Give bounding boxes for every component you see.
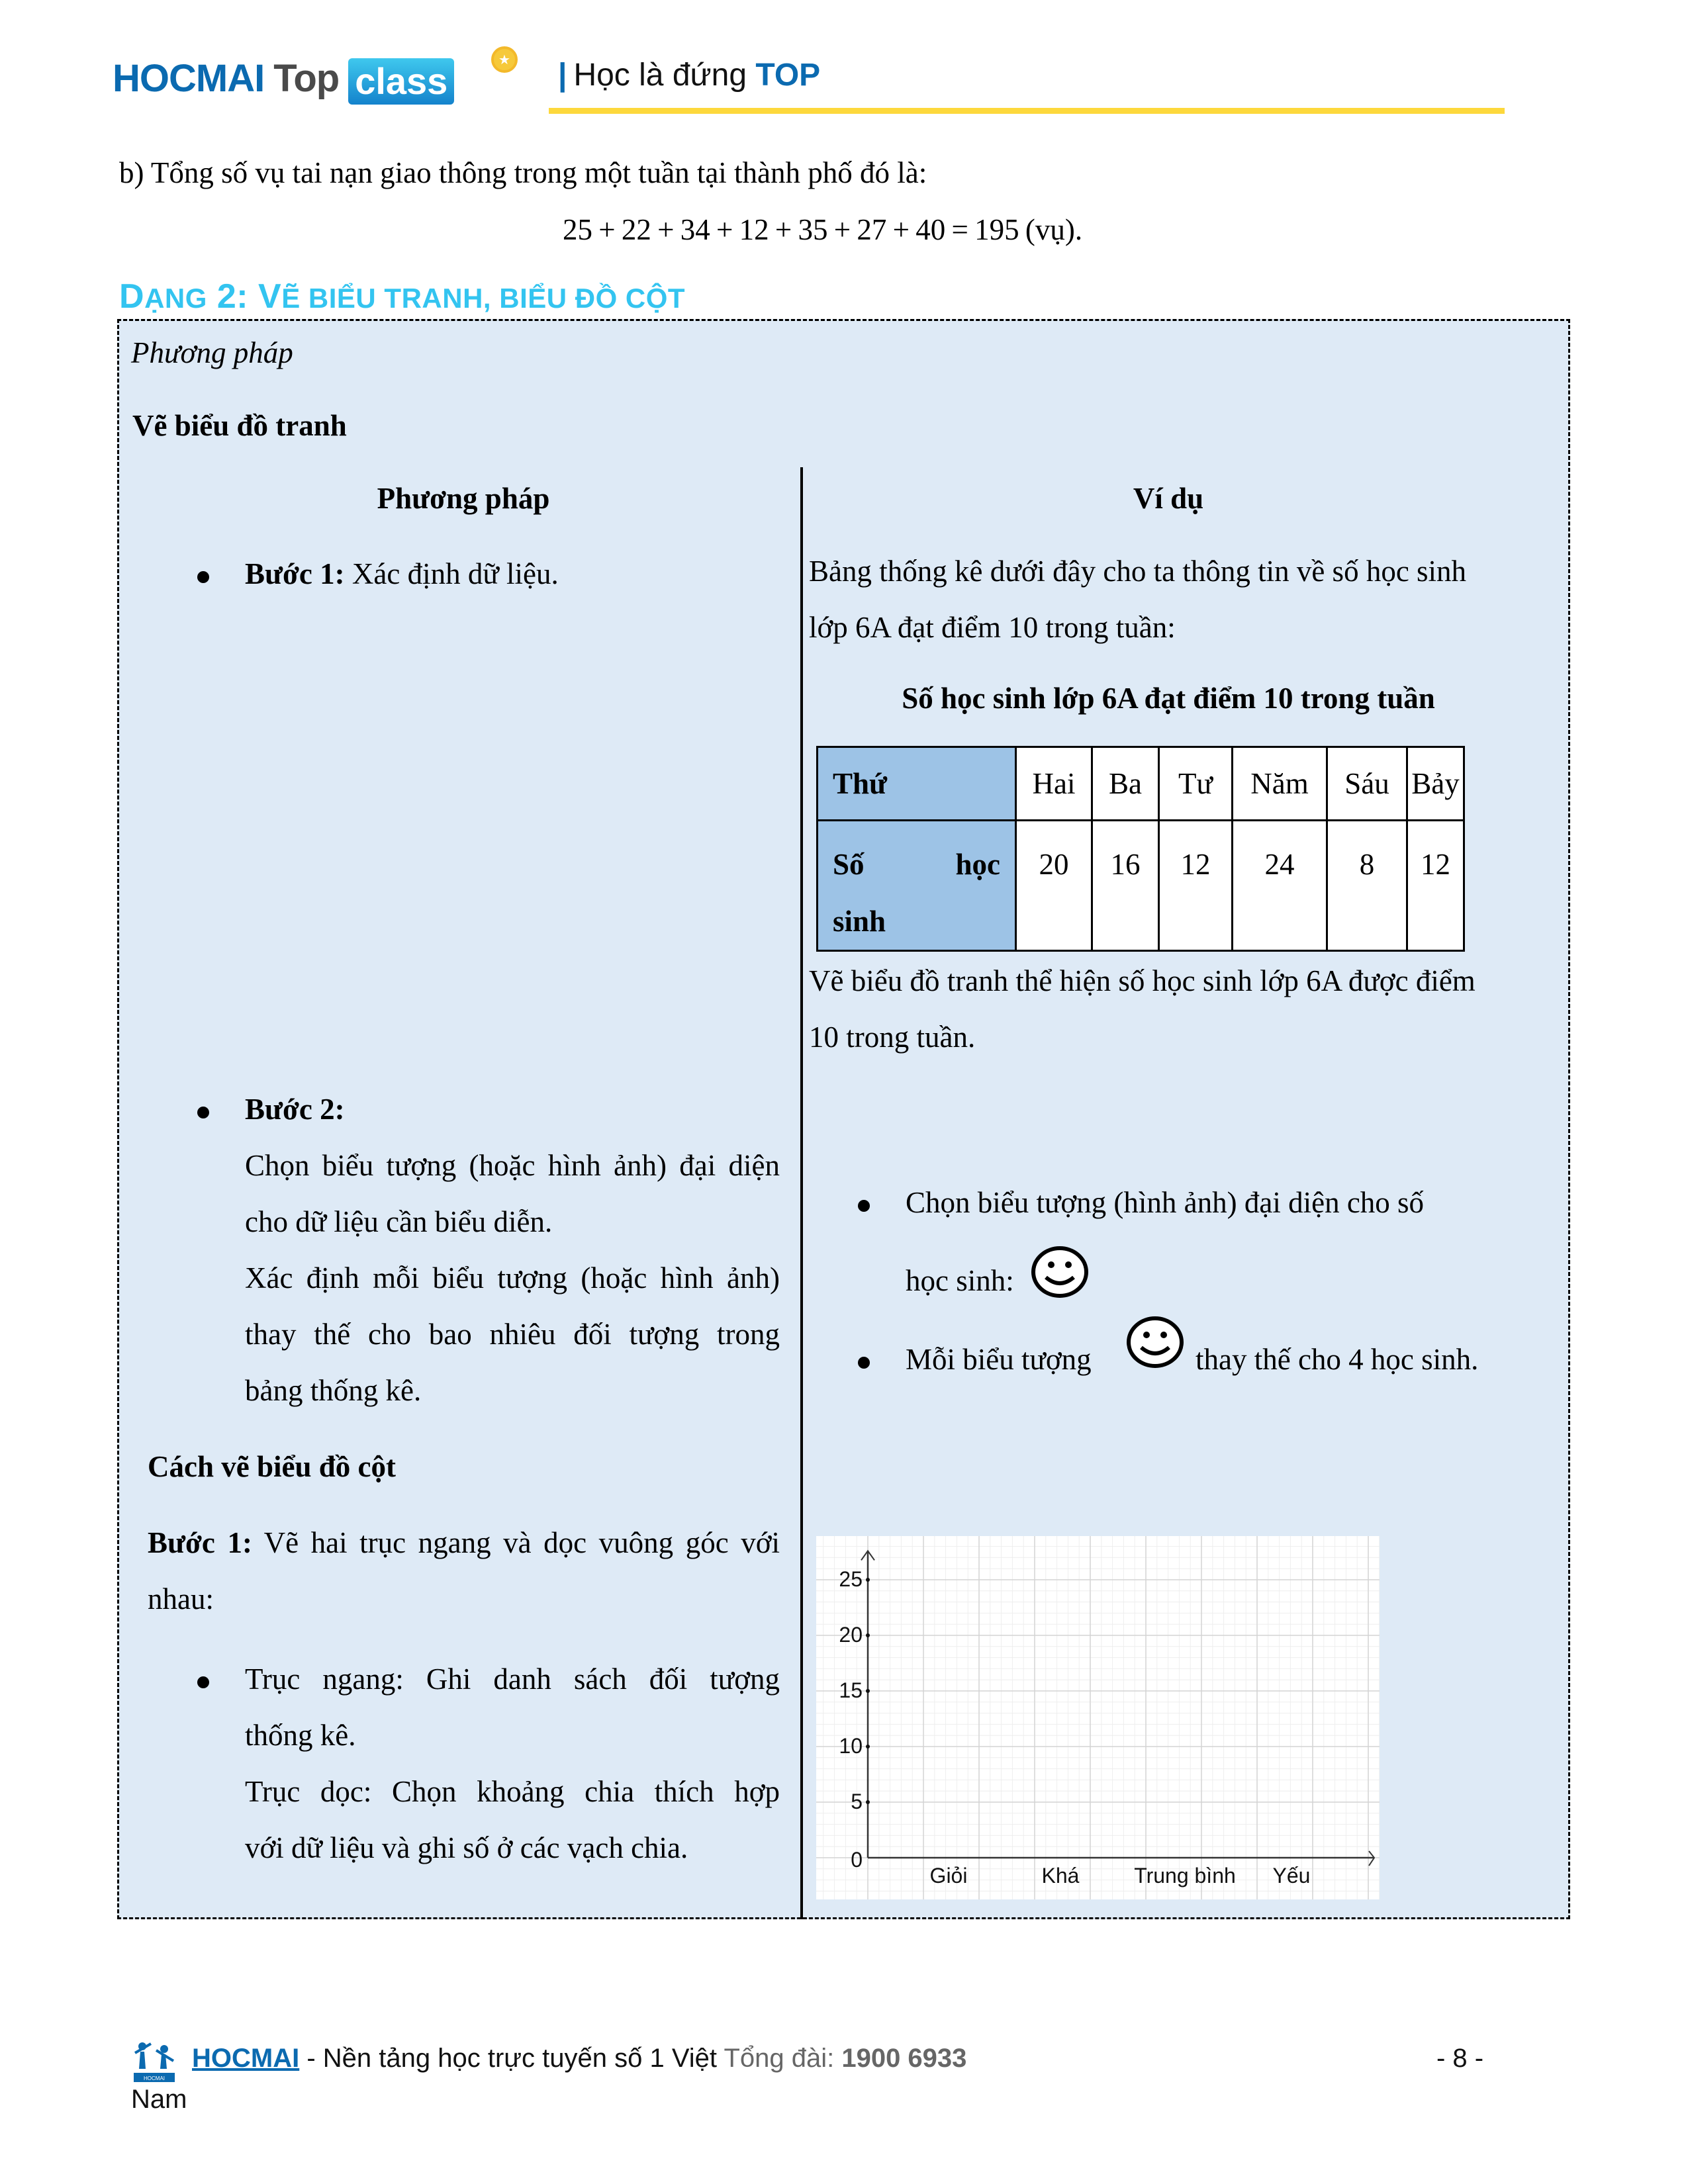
- bar-step1-text: Vẽ hai trục ngang và dọc vuông góc với: [252, 1526, 780, 1559]
- axis-line: với dữ liệu và ghi số ở các vạch chia.: [245, 1831, 688, 1864]
- column-divider: [800, 467, 803, 1919]
- tagline-separator: |: [558, 58, 567, 93]
- table-cell-count: 24: [1233, 821, 1327, 951]
- y-tick-dot: [866, 1578, 870, 1582]
- table-header-day: Thứ: [818, 747, 1016, 821]
- header-word: học: [955, 848, 1000, 881]
- step1-text: Xác định dữ liệu.: [344, 557, 559, 590]
- table-cell-count: 20: [1016, 821, 1092, 951]
- x-category-label: Trung bình: [1134, 1864, 1236, 1888]
- table-cell-count: 12: [1407, 821, 1464, 951]
- table-cell-day: Tư: [1159, 747, 1233, 821]
- table-header-count: [818, 821, 1016, 951]
- table-cell-count: 16: [1092, 821, 1159, 951]
- left-column-header: Phương pháp: [377, 482, 550, 515]
- bar-chart-title: Cách vẽ biểu đồ cột: [148, 1450, 396, 1483]
- bullet-dot: [197, 1676, 209, 1688]
- table-row-counts: [818, 821, 1464, 951]
- footer-logo-caption: HOCMAI: [144, 2075, 165, 2081]
- y-tick-label: 15: [839, 1678, 863, 1702]
- axis-line: Trục ngang: Ghi danh sách đối tượng: [245, 1662, 780, 1696]
- section-heading: [119, 277, 685, 316]
- picture-chart-title: Vẽ biểu đồ tranh: [132, 409, 347, 442]
- step2-line: thay thế cho bao nhiêu đối tượng trong: [245, 1318, 780, 1351]
- example-bullet2-post: thay thế cho 4 học sinh.: [1196, 1343, 1479, 1376]
- table-cell-day: Năm: [1233, 747, 1327, 821]
- method-label: Phương pháp: [131, 336, 293, 369]
- bullet-dot: [858, 1200, 870, 1212]
- footer-hotline-label: Tổng đài:: [717, 2044, 842, 2073]
- bar-step1-cont: nhau:: [148, 1582, 214, 1615]
- step2-line: Chọn biểu tượng (hoặc hình ảnh) đại diện: [245, 1149, 780, 1182]
- chart-svg: [816, 1536, 1380, 1899]
- example-bullet1-line1: Chọn biểu tượng (hình ảnh) đại diện cho số: [906, 1186, 1425, 1219]
- tagline-top: TOP: [755, 58, 821, 93]
- bar-step1-label: Bước 1:: [148, 1526, 252, 1559]
- footer-wrap: Nam: [131, 2085, 187, 2114]
- example-bullet2-pre: Mỗi biểu tượng: [906, 1343, 1092, 1376]
- x-category-label: Giỏi: [929, 1864, 968, 1888]
- right-column-header: Ví dụ: [1133, 482, 1204, 515]
- smiley-icon: [1030, 1246, 1090, 1298]
- intro-line-b: b) Tổng số vụ tai nạn giao thông trong một tuần tại thành phố đó là:: [119, 156, 927, 189]
- y-tick-label: 5: [851, 1790, 863, 1813]
- smiley-icon: [1125, 1316, 1185, 1369]
- y-tick-label: 0: [851, 1848, 863, 1872]
- table-title: Số học sinh lớp 6A đạt điểm 10 trong tuần: [902, 682, 1435, 715]
- footer-brand-link[interactable]: HOCMAI: [192, 2044, 300, 2073]
- axis-line: Trục dọc: Chọn khoảng chia thích hợp: [245, 1775, 780, 1808]
- y-tick-dot: [866, 1800, 870, 1804]
- heading-part: ẠNG: [144, 283, 207, 314]
- x-category-label: Khá: [1041, 1864, 1080, 1888]
- header-word: Số: [833, 848, 865, 881]
- hocmai-footer-logo-icon: [131, 2040, 177, 2086]
- intro-equation: 25 + 22 + 34 + 12 + 35 + 27 + 40 = 195 (vụ).: [563, 213, 1083, 246]
- stats-table: [816, 746, 1465, 952]
- star-badge-icon: ★: [491, 46, 518, 73]
- x-category-label: Yếu: [1272, 1864, 1311, 1888]
- example-bullet1-line2: học sinh:: [906, 1264, 1014, 1297]
- step1-label: Bước 1:: [245, 557, 345, 590]
- step2-line: cho dữ liệu cần biểu diễn.: [245, 1205, 553, 1238]
- table-cell-day: Hai: [1016, 747, 1092, 821]
- header-tagline: [558, 57, 820, 93]
- logo-class-badge: class: [348, 58, 454, 105]
- table-row-days: [818, 747, 1464, 821]
- example-task-line-1: Vẽ biểu đồ tranh thể hiện số học sinh lớp 6A được điểm: [809, 964, 1476, 997]
- bullet-dot: [197, 1107, 209, 1118]
- step2-line: Xác định mỗi biểu tượng (hoặc hình ảnh): [245, 1261, 780, 1295]
- heading-part: D: [119, 277, 145, 316]
- footer-hotline-number: 1900 6933: [841, 2044, 967, 2073]
- example-task-line-2: 10 trong tuần.: [809, 1021, 976, 1054]
- step2-label: Bước 2:: [245, 1093, 345, 1126]
- step1: [245, 557, 559, 590]
- y-tick-dot: [866, 1689, 870, 1693]
- header-logo: [113, 54, 454, 101]
- bullet-dot: [858, 1357, 870, 1369]
- y-tick-label: 10: [839, 1734, 863, 1758]
- page-number: - 8 -: [1436, 2044, 1484, 2073]
- y-tick-dot: [866, 1745, 870, 1749]
- table-cell-day: Sáu: [1327, 747, 1407, 821]
- example-intro-line-1: Bảng thống kê dưới đây cho ta thông tin về số học sinh: [809, 555, 1467, 588]
- bullet-dot: [197, 571, 209, 583]
- bar-step1: [148, 1526, 780, 1559]
- y-tick-label: 25: [839, 1567, 863, 1591]
- axis-line: thống kê.: [245, 1719, 356, 1752]
- header-yellow-rule: [549, 108, 1505, 114]
- heading-part: Ẽ BIỂU TRANH, BIỂU ĐỒ CỘT: [281, 283, 686, 314]
- step2-line: bảng thống kê.: [245, 1374, 422, 1407]
- header-word: sinh: [833, 905, 886, 938]
- bar-chart-template: [816, 1536, 1380, 1899]
- footer-line: [192, 2044, 966, 2073]
- logo-hocmai-text: HOCMAI: [113, 57, 265, 100]
- example-intro-line-2: lớp 6A đạt điểm 10 trong tuần:: [809, 611, 1176, 644]
- table-cell-count: 12: [1159, 821, 1233, 951]
- y-tick-dot: [866, 1633, 870, 1637]
- table-cell-day: Ba: [1092, 747, 1159, 821]
- logo-top-text: Top: [273, 57, 340, 100]
- heading-part: 2: V: [207, 277, 282, 316]
- footer-tagline: - Nền tảng học trực tuyến số 1 Việt: [299, 2044, 718, 2073]
- table-cell-count: 8: [1327, 821, 1407, 951]
- table-cell-day: Bảy: [1407, 747, 1464, 821]
- tagline-text: Học là đứng: [573, 58, 756, 93]
- y-tick-label: 20: [839, 1623, 863, 1647]
